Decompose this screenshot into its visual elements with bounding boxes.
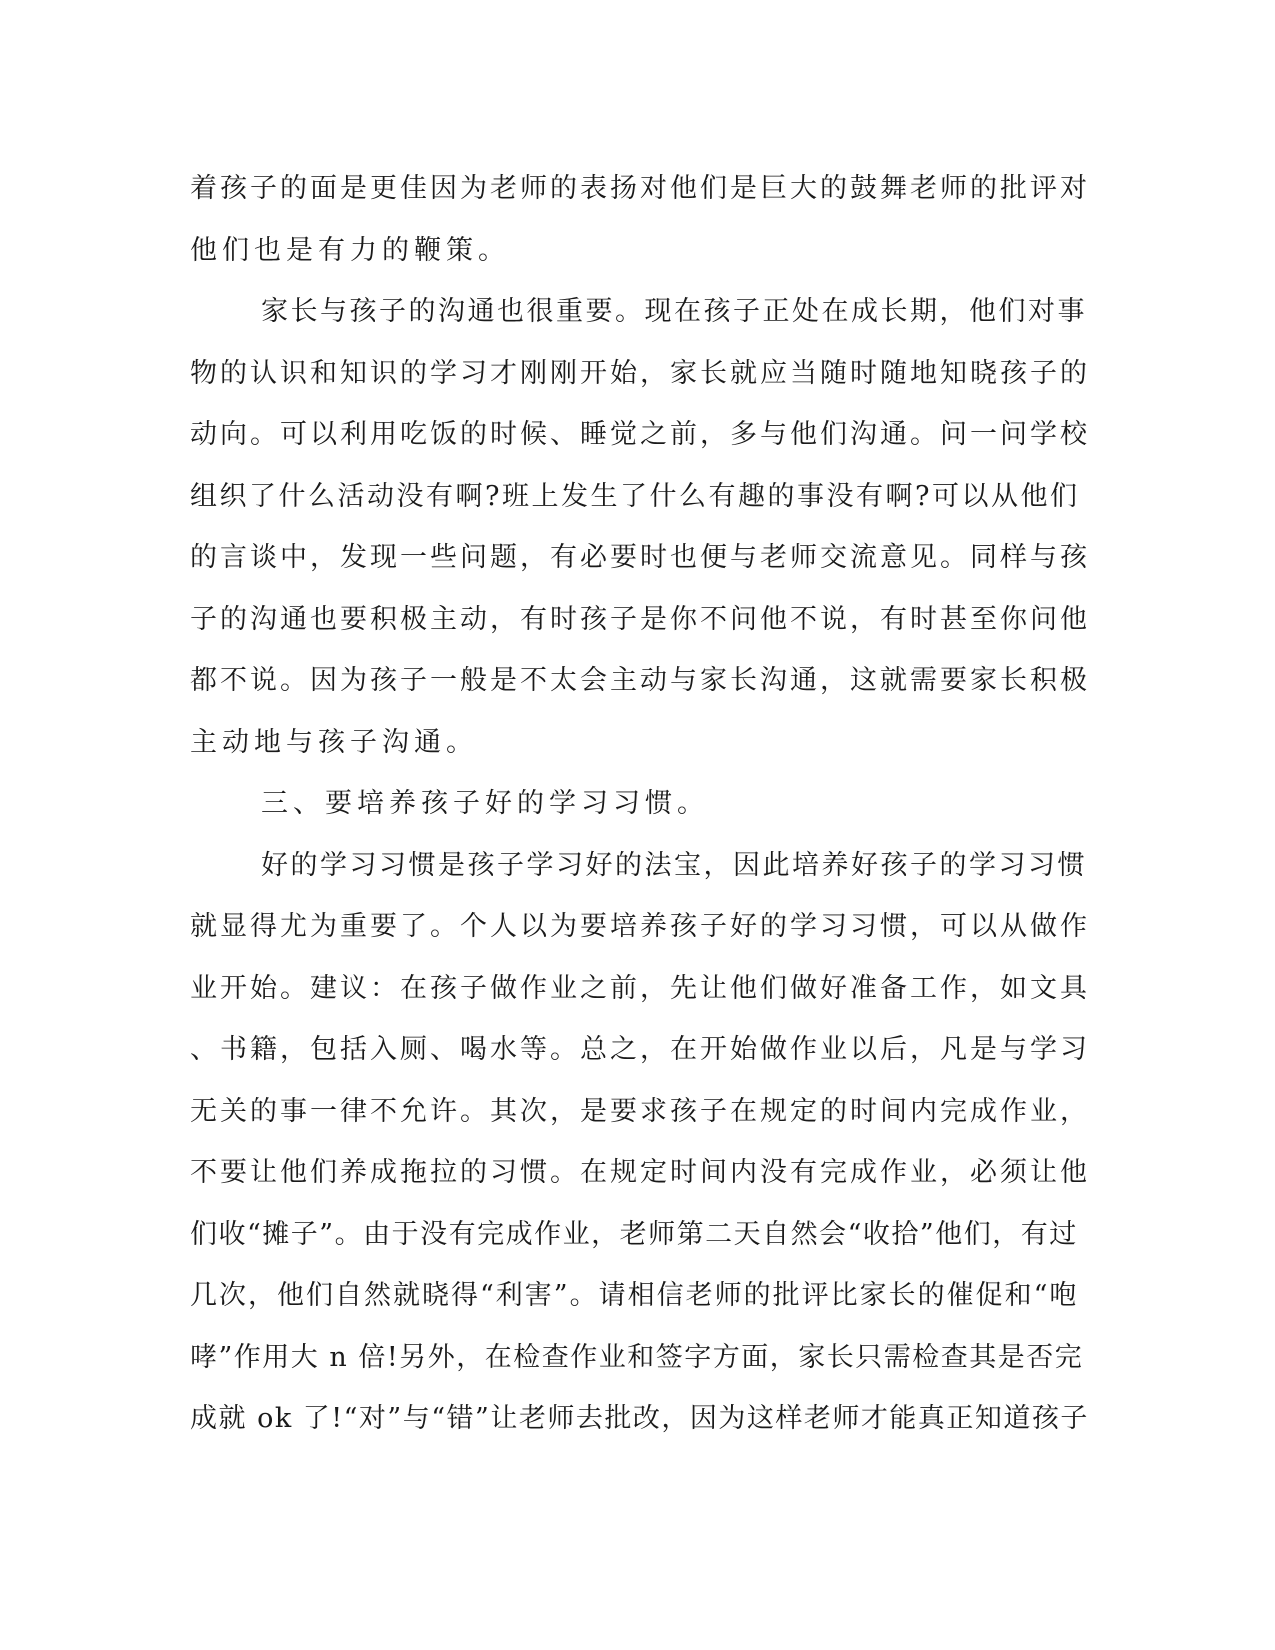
text-line: 的言谈中，发现一些问题，有必要时也便与老师交流意见。同样与孩 xyxy=(190,542,1090,573)
text-line: 物的认识和知识的学习才刚刚开始，家长就应当随时随地知晓孩子的 xyxy=(190,357,1090,389)
text-line: 们收“摊子”。由于没有完成作业，老师第二天自然会“收拾”他们，有过 xyxy=(190,1218,1078,1250)
text-line: 着孩子的面是更佳因为老师的表扬对他们是巨大的鼓舞老师的批评对 xyxy=(190,173,1090,204)
text-line: 好的学习习惯是孩子学习好的法宝，因此培养好孩子的学习习惯 xyxy=(261,849,1087,881)
text-line: 哮”作用大 n 倍!另外，在检查作业和签字方面，家长只需检查其是否完 xyxy=(190,1341,1084,1373)
text-line: 不要让他们养成拖拉的习惯。在规定时间内没有完成作业，必须让他 xyxy=(190,1157,1090,1188)
text-line: 都不说。因为孩子一般是不太会主动与家长沟通，这就需要家长积极 xyxy=(190,665,1090,696)
text-line: 主动地与孩子沟通。 xyxy=(190,726,478,758)
text-line: 动向。可以利用吃饭的时候、睡觉之前，多与他们沟通。问一问学校 xyxy=(190,419,1090,450)
text-line: 成就 ok 了!“对”与“错”让老师去批改，因为这样老师才能真正知道孩子 xyxy=(190,1403,1089,1434)
text-line: 子的沟通也要积极主动，有时孩子是你不问他不说，有时甚至你问他 xyxy=(190,603,1090,635)
text-line: 几次，他们自然就晓得“利害”。请相信老师的批评比家长的催促和“咆 xyxy=(190,1280,1079,1311)
text-line: 、书籍，包括入厕、喝水等。总之，在开始做作业以后，凡是与学习 xyxy=(190,1034,1090,1065)
section-heading: 三、要培养孩子好的学习习惯。 xyxy=(261,788,709,819)
text-line: 他们也是有力的鞭策。 xyxy=(190,234,510,266)
text-line: 无关的事一律不允许。其次，是要求孩子在规定的时间内完成作业， xyxy=(190,1095,1090,1127)
text-line: 业开始。建议：在孩子做作业之前，先让他们做好准备工作，如文具 xyxy=(190,972,1090,1004)
text-line: 就显得尤为重要了。个人以为要培养孩子好的学习习惯，可以从做作 xyxy=(190,911,1090,942)
text-line: 家长与孩子的沟通也很重要。现在孩子正处在成长期，他们对事 xyxy=(261,296,1087,327)
text-line: 组织了什么活动没有啊?班上发生了什么有趣的事没有啊?可以从他们 xyxy=(190,480,1080,512)
body-text xyxy=(190,158,1090,1450)
